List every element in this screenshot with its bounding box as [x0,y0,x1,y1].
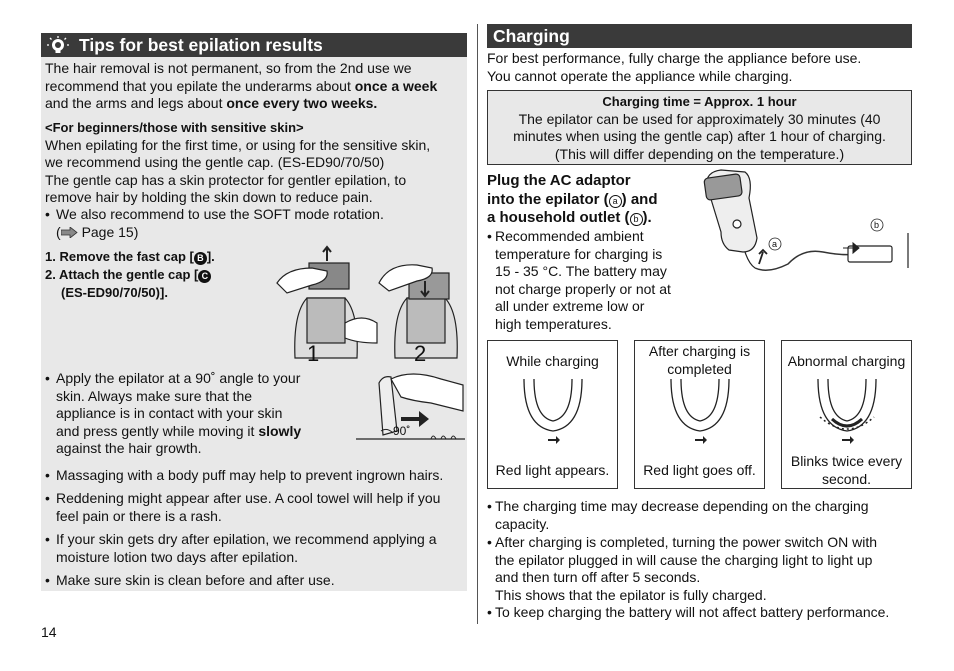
status-title: After charging is completed [648,343,751,377]
beginners-heading: <For beginners/those with sensitive skin> [45,120,304,135]
angle-emphasis: slowly [258,422,302,439]
charging-illustration [693,168,913,283]
plug-text: ) and [621,190,658,208]
charging-light-on-icon [518,379,588,449]
time-line: (This will differ depending on the temperature.) [554,145,845,162]
time-line: The epilator can be used for approximately 30 minutes (40 [518,110,881,127]
step-text: (ES-ED90/70/50)]. [61,285,168,300]
bullet-text: • Massaging with a body puff may help to prevent ingrown hairs. [56,467,444,483]
beginners-line: When epilating for the first time, or using for the sensitive skin, [45,136,431,153]
beginners-line: remove hair by holding the skin down to reduce pain. [45,189,373,205]
time-line: minutes when using the gentle cap) after 1 hour of charging. [513,128,886,144]
status-caption: Blinks twice every second. [790,453,903,487]
figure-label-2: 2 [414,341,427,366]
cap-b-label: B [194,252,207,265]
note-line: capacity. [495,515,550,532]
status-title: While charging [506,353,599,369]
note-keep-charging [487,604,912,622]
step-text: 1. Remove the fast cap [ [45,249,194,264]
bullet-text: • Make sure skin is clean before and after use. [56,572,335,588]
charging-title: Charging [493,26,570,46]
status-caption: Red light appears. [495,462,610,478]
ac-adaptor-drawing [843,233,908,268]
paren: ( [56,223,61,240]
figure-label-b: b [874,220,880,230]
soft-mode-bullet [45,206,465,241]
plug-text: into the epilator ( [487,190,609,208]
beginners-line: The gentle cap has a skin protector for gentler epilation, to [45,171,407,188]
note-line: • After charging is completed, turning the power switch ON with [495,534,878,550]
angle-illustration [351,371,467,445]
cap-change-illustration [267,243,467,368]
soft-ref [56,224,465,242]
redden-bullet [45,490,465,525]
charging-header [487,24,912,48]
intro-line: You cannot operate the appliance while charging. [487,67,793,84]
plug-text: ). [642,209,652,226]
angle-line: against the hair growth. [56,440,202,456]
label-a: a [609,195,622,208]
tips-intro [45,60,463,113]
bullet-text: moisture lotion two days after epilation. [56,548,299,565]
status-after-charging [634,340,765,489]
intro-text: recommend that you epilate the underarms about [45,77,355,94]
temp-line: temperature for charging is [495,245,663,262]
angle-label: 90˚ [393,424,411,438]
intro-emphasis: once every two weeks. [226,95,378,111]
angle-line: appliance is in contact with your skin [56,405,283,421]
plug-line [487,191,687,210]
intro-text: and the arms and legs about [45,95,227,111]
clean-skin-bullet [45,572,465,590]
column-divider [477,24,478,624]
plug-line [487,209,687,228]
massage-bullet [45,467,465,485]
note-line: and then turn off after 5 seconds. [495,569,701,585]
temp-line: • Recommended ambient [495,228,644,244]
plug-line: Plug the AC adaptor [487,172,631,189]
beginners-block [45,119,463,207]
intro-line [45,95,463,113]
lightbulb-icon [45,35,75,55]
epilator-drawing [704,170,757,268]
note-line: This shows that the epilator is fully charged. [495,586,767,603]
angle-line: • Apply the epilator at a 90˚ angle to your [56,370,301,386]
step-text: 2. Attach the gentle cap [ [45,267,199,282]
intro-emphasis: once a week [354,77,438,94]
status-caption: Red light goes off. [643,462,756,478]
angle-text: and press gently while moving it [56,422,259,439]
charging-time-box [487,90,912,165]
page-ref: Page 15) [81,223,139,240]
angle-line: skin. Always make sure that the [56,387,253,404]
charging-light-off-icon [665,379,735,449]
soft-line: • We also recommend to use the SOFT mode rotation. [56,206,384,222]
bullet-text: • If your skin gets dry after epilation, we recommend applying a [56,531,437,547]
temperature-bullet [487,228,687,333]
status-abnormal-charging [781,340,912,489]
intro-line: The hair removal is not permanent, so from the 2nd use we [45,60,412,76]
charging-time-heading: Charging time = Approx. 1 hour [602,94,797,109]
status-while-charging [487,340,618,489]
cap-c-label: C [198,270,211,283]
angle-line [56,423,315,441]
step-text: ]. [206,249,215,264]
bullet-text: • Reddening might appear after use. A cool towel will help if you [56,490,441,506]
temp-line: not charge properly or not at [495,280,671,297]
charging-light-blink-icon [812,379,882,449]
angle-bullet [45,370,315,458]
plug-text: a household outlet ( [487,209,630,226]
charging-intro [487,50,912,85]
intro-line [45,78,463,96]
bullet-text: feel pain or there is a rash. [56,507,222,524]
temp-line: high temperatures. [495,315,612,332]
figure-label-a: a [772,239,778,249]
dry-skin-bullet [45,531,465,566]
note-charging-time [487,498,912,533]
page-number: 14 [41,624,57,640]
label-b: b [630,213,643,226]
temp-line: all under extreme low or [495,298,645,314]
tips-section [41,33,467,591]
tips-header [41,33,467,57]
tips-title: Tips for best epilation results [79,35,323,55]
plug-instruction [487,172,687,228]
note-line: • To keep charging the battery will not affect battery performance. [495,604,890,620]
figure-label-1: 1 [307,341,320,366]
arrow-ref-icon [61,227,78,238]
beginners-line: we recommend using the gentle cap. (ES-ED90/70/50) [45,154,385,170]
temp-line: 15 - 35 °C. The battery may [495,263,667,279]
intro-line: For best performance, fully charge the appliance before use. [487,50,862,66]
note-line: the epilator plugged in will cause the charging light to light up [495,551,873,568]
note-line: • The charging time may decrease depending on the charging [495,498,869,514]
step1-drawing [277,247,377,358]
note-after-charging [487,534,912,604]
status-title: Abnormal charging [787,353,906,369]
